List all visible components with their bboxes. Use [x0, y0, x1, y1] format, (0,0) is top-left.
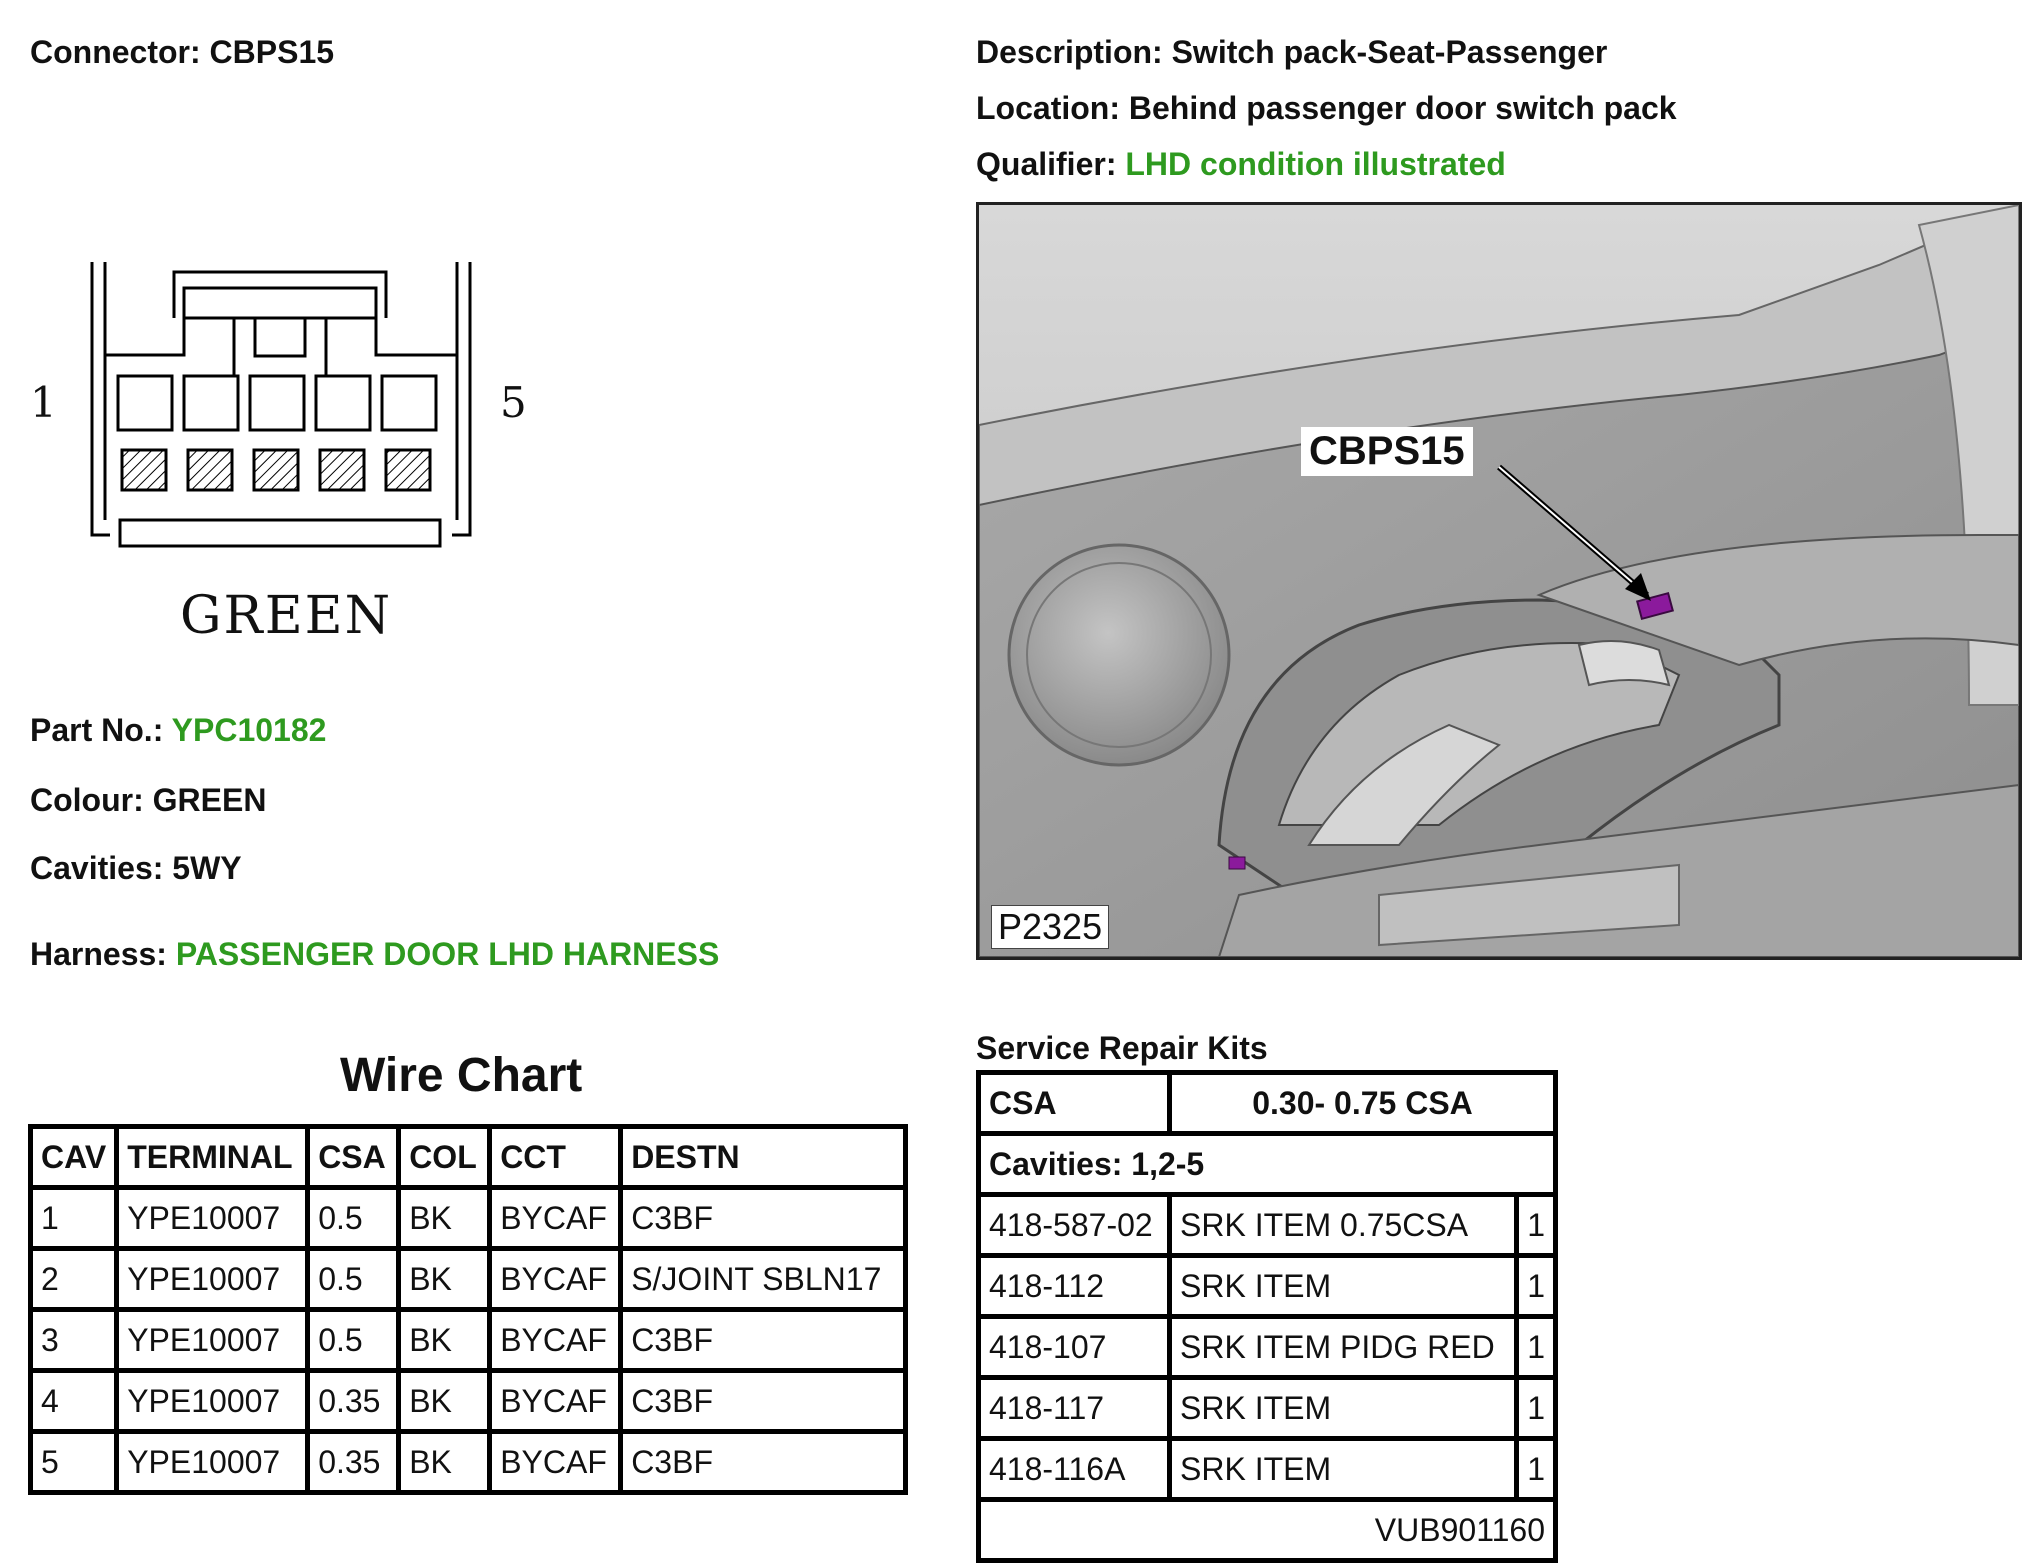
cell-csa: 0.5: [308, 1188, 399, 1249]
location-photo: [976, 202, 2022, 960]
table-row: [31, 1371, 906, 1432]
cell-terminal: YPE10007: [117, 1188, 308, 1249]
header-cav: CAV: [31, 1127, 117, 1188]
kit-csa-label: CSA: [979, 1073, 1170, 1134]
pin-first-label: 1: [30, 378, 57, 427]
cavity-5: [382, 376, 436, 430]
table-row: [979, 1256, 1556, 1317]
kit-description: SRK ITEM 0.75CSA: [1170, 1195, 1517, 1256]
description-value: Switch pack-Seat-Passenger: [1171, 34, 1608, 70]
table-row: [979, 1439, 1556, 1500]
cell-cav: 2: [31, 1249, 117, 1310]
header-destn: DESTN: [621, 1127, 906, 1188]
cell-csa: 0.35: [308, 1432, 399, 1493]
cell-destn: C3BF: [621, 1432, 906, 1493]
cell-col: BK: [399, 1371, 490, 1432]
description-line: [976, 34, 1607, 71]
table-row: [979, 1378, 1556, 1439]
wire-chart-table: [28, 1124, 908, 1495]
table-row: [31, 1432, 906, 1493]
cell-cct: BYCAF: [490, 1432, 621, 1493]
wire-chart-title: Wire Chart: [340, 1049, 583, 1102]
header-terminal: TERMINAL: [117, 1127, 308, 1188]
cell-cav: 4: [31, 1371, 117, 1432]
connector-colour-label: GREEN: [180, 586, 393, 646]
terminal-4: [320, 450, 364, 490]
description-label: Description:: [976, 34, 1163, 70]
cavity-4: [316, 376, 370, 430]
kit-part-number: 418-117: [979, 1378, 1170, 1439]
kit-quantity: 1: [1517, 1378, 1556, 1439]
cell-col: BK: [399, 1432, 490, 1493]
cavities-line: [30, 850, 242, 887]
kit-description: SRK ITEM PIDG RED: [1170, 1317, 1517, 1378]
connector-label: Connector:: [30, 34, 201, 70]
header-cct: CCT: [490, 1127, 621, 1188]
cell-cav: 1: [31, 1188, 117, 1249]
kit-footer-code: VUB901160: [979, 1500, 1556, 1561]
location-label: Location:: [976, 90, 1120, 126]
terminal-2: [188, 450, 232, 490]
kit-description: SRK ITEM: [1170, 1378, 1517, 1439]
cell-terminal: YPE10007: [117, 1371, 308, 1432]
terminal-5: [386, 450, 430, 490]
kit-part-number: 418-107: [979, 1317, 1170, 1378]
repair-kits-table: [976, 1070, 1558, 1563]
cell-csa: 0.5: [308, 1310, 399, 1371]
cell-destn: C3BF: [621, 1310, 906, 1371]
harness-value: PASSENGER DOOR LHD HARNESS: [175, 936, 720, 972]
wire-chart-header-row: [31, 1127, 906, 1188]
cell-cct: BYCAF: [490, 1249, 621, 1310]
cell-cav: 3: [31, 1310, 117, 1371]
cell-csa: 0.35: [308, 1371, 399, 1432]
table-row: [979, 1317, 1556, 1378]
table-row: [31, 1310, 906, 1371]
cell-destn: C3BF: [621, 1188, 906, 1249]
location-line: [976, 90, 1677, 127]
cell-cav: 5: [31, 1432, 117, 1493]
kit-footer-row: [979, 1500, 1556, 1561]
kit-part-number: 418-112: [979, 1256, 1170, 1317]
figure-id-label: P2325: [991, 905, 1109, 949]
cavities-value: 5WY: [172, 850, 242, 886]
qualifier-value: LHD condition illustrated: [1125, 146, 1506, 182]
header-csa: CSA: [308, 1127, 399, 1188]
repair-kits-title: Service Repair Kits: [976, 1030, 1268, 1066]
cell-destn: S/JOINT SBLN17: [621, 1249, 906, 1310]
photo-callout-label: CBPS15: [1301, 427, 1473, 476]
part-no-label: Part No.:: [30, 712, 164, 748]
connector-value: CBPS15: [209, 34, 335, 70]
colour-value: GREEN: [152, 782, 267, 818]
kit-cavities-row: [979, 1134, 1556, 1195]
harness-label: Harness:: [30, 936, 167, 972]
kit-csa-row: [979, 1073, 1556, 1134]
part-no-value: YPC10182: [171, 712, 327, 748]
cell-csa: 0.5: [308, 1249, 399, 1310]
terminal-1: [122, 450, 166, 490]
kit-description: SRK ITEM: [1170, 1439, 1517, 1500]
kit-quantity: 1: [1517, 1439, 1556, 1500]
table-row: [31, 1249, 906, 1310]
qualifier-label: Qualifier:: [976, 146, 1117, 182]
part-no-line: [30, 712, 326, 749]
cavities-label: Cavities:: [30, 850, 164, 886]
kit-part-number: 418-116A: [979, 1439, 1170, 1500]
harness-line: [30, 936, 719, 973]
colour-line: [30, 782, 266, 819]
door-panel-illustration: [979, 205, 2019, 957]
kit-quantity: 1: [1517, 1317, 1556, 1378]
cell-cct: BYCAF: [490, 1310, 621, 1371]
cell-col: BK: [399, 1188, 490, 1249]
kit-part-number: 418-587-02: [979, 1195, 1170, 1256]
header-col: COL: [399, 1127, 490, 1188]
cell-destn: C3BF: [621, 1371, 906, 1432]
pin-last-label: 5: [500, 378, 527, 427]
connector-line: [30, 34, 334, 71]
cell-terminal: YPE10007: [117, 1310, 308, 1371]
connector-face-drawing: [80, 250, 500, 550]
kit-cavities-text: Cavities: 1,2-5: [979, 1134, 1556, 1195]
cell-cct: BYCAF: [490, 1371, 621, 1432]
table-row: [979, 1195, 1556, 1256]
location-value: Behind passenger door switch pack: [1128, 90, 1677, 126]
connector-diagram: [20, 230, 540, 650]
kit-csa-value: 0.30- 0.75 CSA: [1170, 1073, 1556, 1134]
kit-quantity: 1: [1517, 1256, 1556, 1317]
qualifier-line: [976, 146, 1506, 183]
cell-terminal: YPE10007: [117, 1432, 308, 1493]
kit-quantity: 1: [1517, 1195, 1556, 1256]
kit-description: SRK ITEM: [1170, 1256, 1517, 1317]
table-row: [31, 1188, 906, 1249]
colour-label: Colour:: [30, 782, 144, 818]
cavity-2: [184, 376, 238, 430]
terminal-3: [254, 450, 298, 490]
cell-terminal: YPE10007: [117, 1249, 308, 1310]
cell-col: BK: [399, 1249, 490, 1310]
cell-cct: BYCAF: [490, 1188, 621, 1249]
cell-col: BK: [399, 1310, 490, 1371]
cavity-3: [250, 376, 304, 430]
cavity-1: [118, 376, 172, 430]
